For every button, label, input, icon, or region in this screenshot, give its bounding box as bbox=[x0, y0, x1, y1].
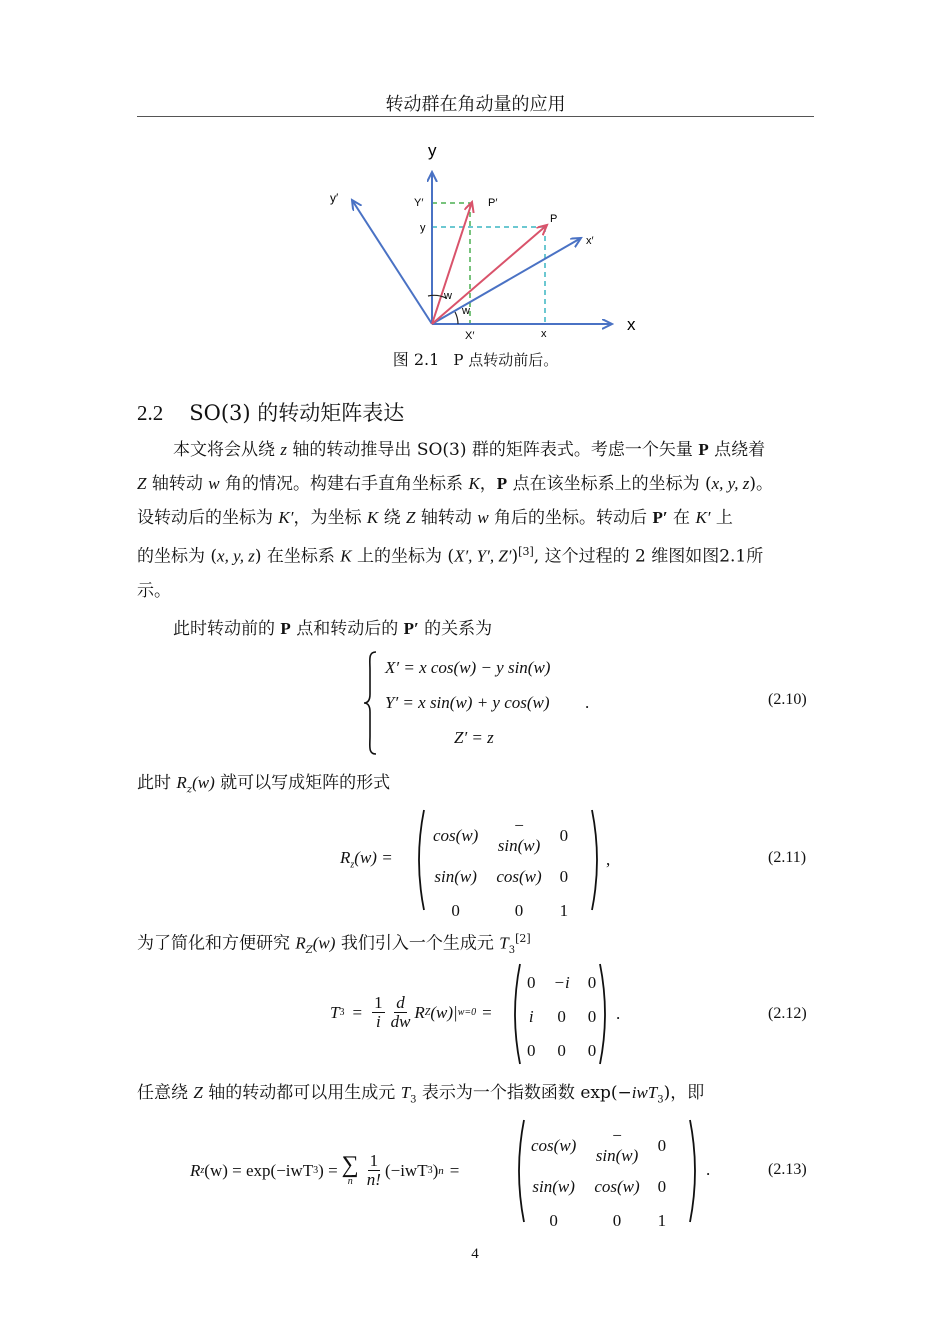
para1-line3: 设转动后的坐标为 K′，为坐标 K 绕 Z 轴转动 w 角后的坐标。转动后 P′ 在 K′ 上 bbox=[137, 508, 733, 528]
label-y: y bbox=[428, 141, 437, 160]
para1-line1: 本文将会从绕 z 轴的转动推导出 SO(3) 群的矩阵表式。考虑一个矢量 P 点绕着 bbox=[173, 440, 766, 460]
rotation-diagram bbox=[318, 138, 648, 343]
eq-2-13-dot: . bbox=[706, 1160, 711, 1179]
eq-2-11-lhs: $R_z(w)$ = bbox=[340, 848, 393, 871]
paragraph-1 bbox=[137, 433, 814, 608]
eq-2-13-right-paren bbox=[688, 1118, 702, 1224]
yprime-axis bbox=[352, 200, 432, 324]
page-number: 4 bbox=[471, 1246, 479, 1262]
matrix-rz: cos(w) − sin(w) 0 sin(w) cos(w) 0 0 0 1 bbox=[433, 816, 569, 920]
label-xprime: x′ bbox=[586, 235, 594, 247]
section-heading bbox=[137, 397, 404, 427]
angle-arc-2 bbox=[455, 312, 458, 324]
label-Xprime: X′ bbox=[465, 330, 475, 342]
paragraph-5: 任意绕 Z 轴的转动都可以用生成元 $T_3$ 表示为一个指数函数 exp(−iwT$_3$)，即 bbox=[137, 1083, 705, 1106]
section-title: SO(3) 的转动矩阵表达 bbox=[189, 401, 405, 425]
paragraph-4: 为了简化和方便研究 $R_Z(w)$ 我们引入一个生成元 $T_3[2]$ bbox=[137, 932, 531, 957]
eq-number-2-10: (2.10) bbox=[768, 691, 807, 708]
paragraph-3: 此时 $R_z(w)$ 就可以写成矩阵的形式 bbox=[137, 773, 391, 796]
caption-label: 图 2.1 bbox=[392, 350, 440, 369]
label-Yprime: Y′ bbox=[414, 197, 424, 209]
eq-2-11-right-paren bbox=[590, 808, 604, 912]
label-xlevel: x bbox=[541, 328, 547, 340]
paragraph-2: 此时转动前的 P 点和转动后的 P′ 的关系为 bbox=[173, 619, 493, 639]
para1-line2: Z 轴转动 w 角的情况。构建右手直角坐标系 K，P 点在该坐标系上的坐标为 (x, y, z)。 bbox=[137, 474, 774, 494]
running-header: 转动群在角动量的应用 bbox=[385, 94, 566, 115]
eq-number-2-12: (2.12) bbox=[768, 1005, 807, 1022]
eq-2-12-lhs: T 3 = $\frac{1}{i}$ $\frac{d}{dw}$ R Z (w)| w=0 = bbox=[330, 993, 492, 1031]
label-ylevel: y bbox=[420, 222, 426, 234]
eq-2-10-row3: Z′ = z bbox=[454, 728, 494, 747]
left-brace bbox=[362, 650, 378, 756]
citation-3: [3] bbox=[518, 545, 534, 558]
figure-caption bbox=[137, 347, 814, 370]
eq-2-10-row2: Y′ = x sin(w) + y cos(w) bbox=[385, 693, 550, 712]
matrix-t3: 0 −i 0 i 0 0 0 0 0 bbox=[527, 973, 597, 1060]
matrix-exp: cos(w) − sin(w) 0 sin(w) cos(w) 0 0 0 1 bbox=[531, 1126, 667, 1230]
label-w1: w bbox=[444, 290, 452, 302]
header-rule bbox=[137, 116, 814, 117]
citation-2: [2] bbox=[515, 932, 531, 945]
eq-2-10-row1: X′ = x cos(w) − y sin(w) bbox=[385, 658, 551, 677]
section-number: 2.2 bbox=[137, 401, 164, 425]
eq-number-2-11: (2.11) bbox=[768, 849, 807, 866]
eq-2-11-comma: , bbox=[606, 850, 611, 869]
equation-2-10 bbox=[362, 650, 622, 756]
eq-2-12-dot: . bbox=[616, 1004, 621, 1023]
label-w2: w bbox=[462, 305, 470, 317]
para1-line4: 的坐标为 (x, y, z) 在坐标系 K 上的坐标为 (X′, Y′, Z′)[3], 这个过程的 2 维图如图2.1所 bbox=[137, 545, 764, 567]
eq-2-13-lhs: R z (w) = exp(−iwT 3 ) = ∑ n $\frac{1}{n!}$ (−iwT 3 ) n = bbox=[190, 1151, 460, 1189]
label-Pprime: P′ bbox=[488, 197, 498, 209]
label-x: x bbox=[627, 315, 636, 334]
label-yprime: y′ bbox=[330, 191, 339, 205]
para1-line5: 示。 bbox=[137, 580, 171, 601]
eq-number-2-13: (2.13) bbox=[768, 1161, 807, 1178]
label-P: P bbox=[550, 213, 558, 225]
xprime-axis bbox=[432, 238, 581, 324]
eq-2-12-right-paren bbox=[598, 962, 612, 1066]
caption-text: P 点转动前后。 bbox=[453, 351, 559, 369]
eq-2-10-dot: . bbox=[585, 693, 590, 712]
rotation-figure bbox=[318, 138, 648, 347]
